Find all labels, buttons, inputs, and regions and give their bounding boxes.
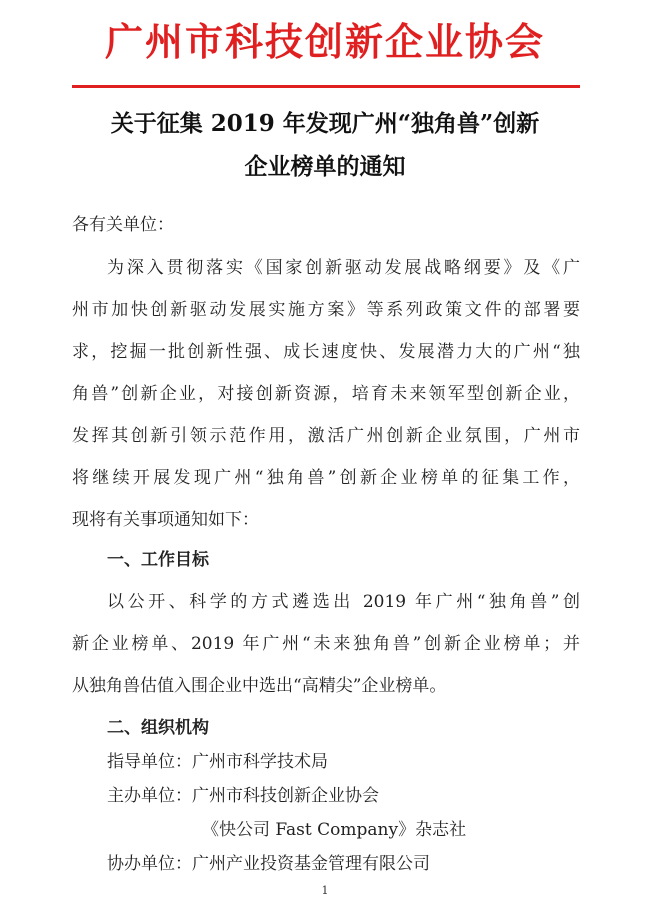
- intro-line: 将继续开展发现广州“独角兽”创新企业榜单的征集工作，: [72, 468, 580, 488]
- intro-line: 州市加快创新驱动发展实施方案》等系列政策文件的部署要: [72, 300, 580, 320]
- intro-line: 现将有关事项通知如下：: [72, 510, 259, 530]
- co-organizer: 协办单位：广州产业投资基金管理有限公司: [107, 854, 430, 874]
- intro-line: 为深入贯彻落实《国家创新驱动发展战略纲要》及《广: [107, 258, 580, 278]
- intro-line: 求，挖掘一批创新性强、成长速度快、发展潜力大的广州“独: [72, 342, 580, 362]
- guide-unit: 指导单位：广州市科学技术局: [107, 752, 328, 772]
- goals-line: 以公开、科学的方式遴选出 2019 年广州“独角兽”创: [107, 592, 580, 612]
- intro-line: 角兽”创新企业，对接创新资源，培育未来领军型创新企业，: [72, 384, 580, 404]
- header-rule: [72, 85, 580, 88]
- salutation: 各有关单位：: [72, 215, 174, 235]
- goals-line: 从独角兽估值入围企业中选出“高精尖”企业榜单。: [72, 676, 447, 696]
- page-number: 1: [321, 884, 329, 897]
- host-unit-2: 《快公司 Fast Company》杂志社: [202, 820, 467, 840]
- goals-line: 新企业榜单、2019 年广州“未来独角兽”创新企业榜单；并: [72, 634, 580, 654]
- header-org-name: 广州市科技创新企业协会: [104, 20, 545, 64]
- section-heading-goals: 一、工作目标: [107, 550, 209, 570]
- section-heading-organization: 二、组织机构: [107, 718, 209, 738]
- intro-line: 发挥其创新引领示范作用，激活广州创新企业氛围，广州市: [72, 426, 580, 446]
- doc-title-line-1: 关于征集 2019 年发现广州“独角兽”创新: [110, 110, 540, 137]
- doc-title-line-2: 企业榜单的通知: [244, 153, 406, 180]
- host-unit: 主办单位：广州市科技创新企业协会: [107, 786, 379, 806]
